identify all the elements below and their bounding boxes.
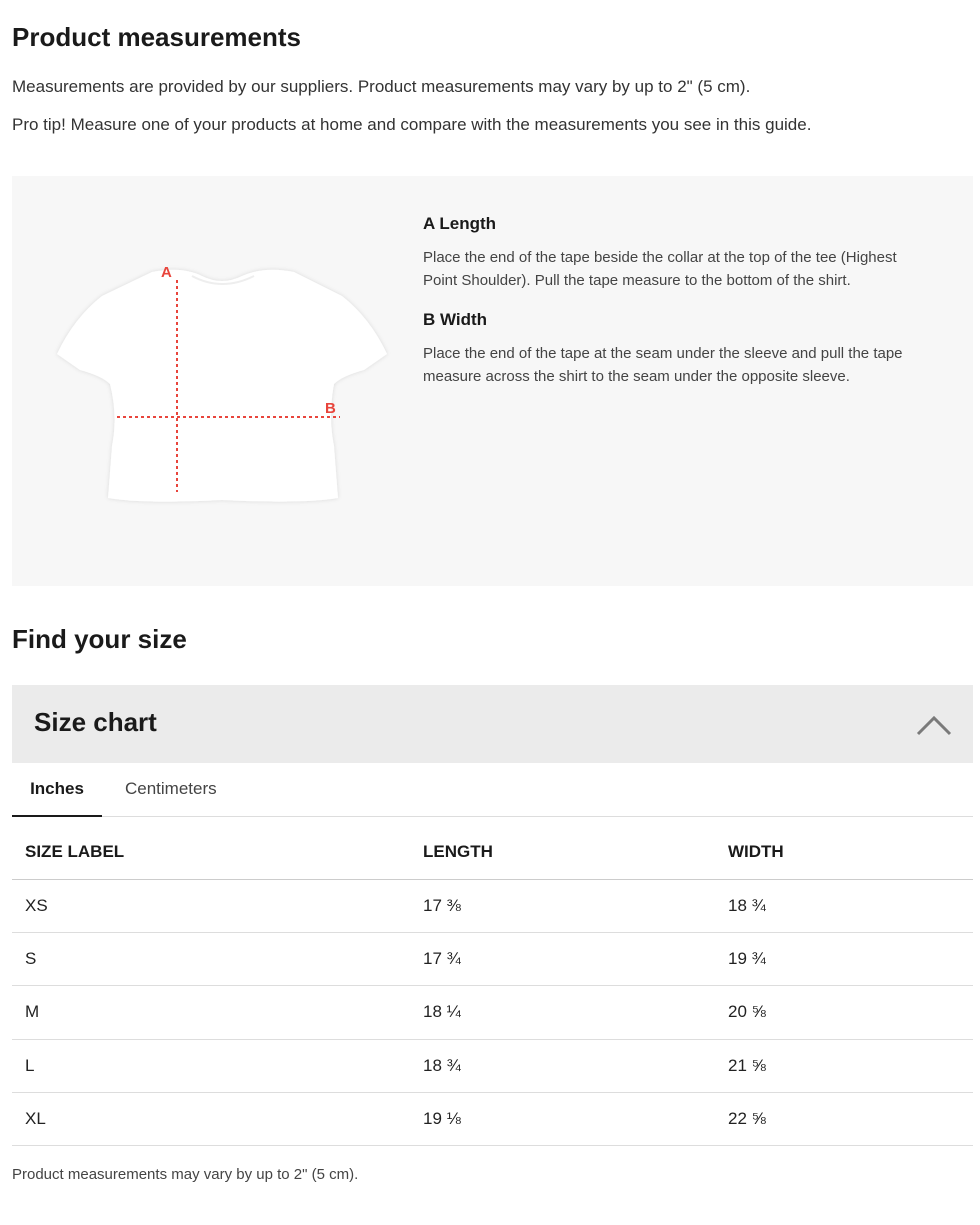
size-cell: XS [12,879,410,932]
size-table [12,826,973,1146]
table-row [12,1093,973,1146]
unit-tabs [12,763,973,817]
length-cell: 18 ¼ [410,986,715,1039]
column-header-width: WIDTH [715,826,973,879]
length-description [423,214,933,292]
size-cell: M [12,986,410,1039]
measurement-note: Product measurements may vary by up to 2" (5 cm). [12,1166,359,1183]
length-cell: 17 ⅜ [410,879,715,932]
table-row [12,1039,973,1092]
measurement-guide [12,176,973,586]
page-title: Product measurements [12,22,301,52]
tab-centimeters[interactable]: Centimeters [125,779,217,798]
width-text: Place the end of the tape at the seam under the sleeve and pull the tape measure across the shirt to the seam under the opposite sleeve. [423,345,903,385]
length-title: A Length [423,214,497,233]
width-cell: 20 ⅝ [715,986,973,1039]
length-text: Place the end of the tape beside the collar at the top of the tee (Highest Point Shoulder). Pull the tape measure to the bottom of the shirt. [423,249,897,289]
intro-text: Measurements are provided by our suppliers. Product measurements may vary by up to 2" (5 cm). [12,77,751,96]
length-cell: 18 ¾ [410,1039,715,1092]
crop-top-diagram [42,246,402,516]
length-cell: 17 ¾ [410,932,715,985]
width-title: B Width [423,310,488,329]
column-header-size: SIZE LABEL [12,826,410,879]
shirt-shape [57,270,387,502]
width-cell: 22 ⅝ [715,1093,973,1146]
length-cell: 19 ⅛ [410,1093,715,1146]
find-size-title: Find your size [12,624,187,654]
size-cell: S [12,932,410,985]
size-chart-title: Size chart [34,707,157,737]
width-cell: 19 ¾ [715,932,973,985]
table-row [12,986,973,1039]
chevron-up-icon[interactable] [915,709,953,739]
table-row [12,932,973,985]
size-cell: L [12,1039,410,1092]
width-cell: 21 ⅝ [715,1039,973,1092]
size-chart-accordion[interactable] [12,685,973,763]
width-description [423,310,933,388]
size-cell: XL [12,1093,410,1146]
marker-a: A [161,264,172,281]
width-cell: 18 ¾ [715,879,973,932]
column-header-length: LENGTH [410,826,715,879]
table-row [12,879,973,932]
pro-tip-text: Pro tip! Measure one of your products at home and compare with the measurements you see in this guide. [12,115,812,134]
tab-inches[interactable]: Inches [12,763,102,817]
marker-b: B [325,400,336,417]
table-header-row [12,826,973,879]
